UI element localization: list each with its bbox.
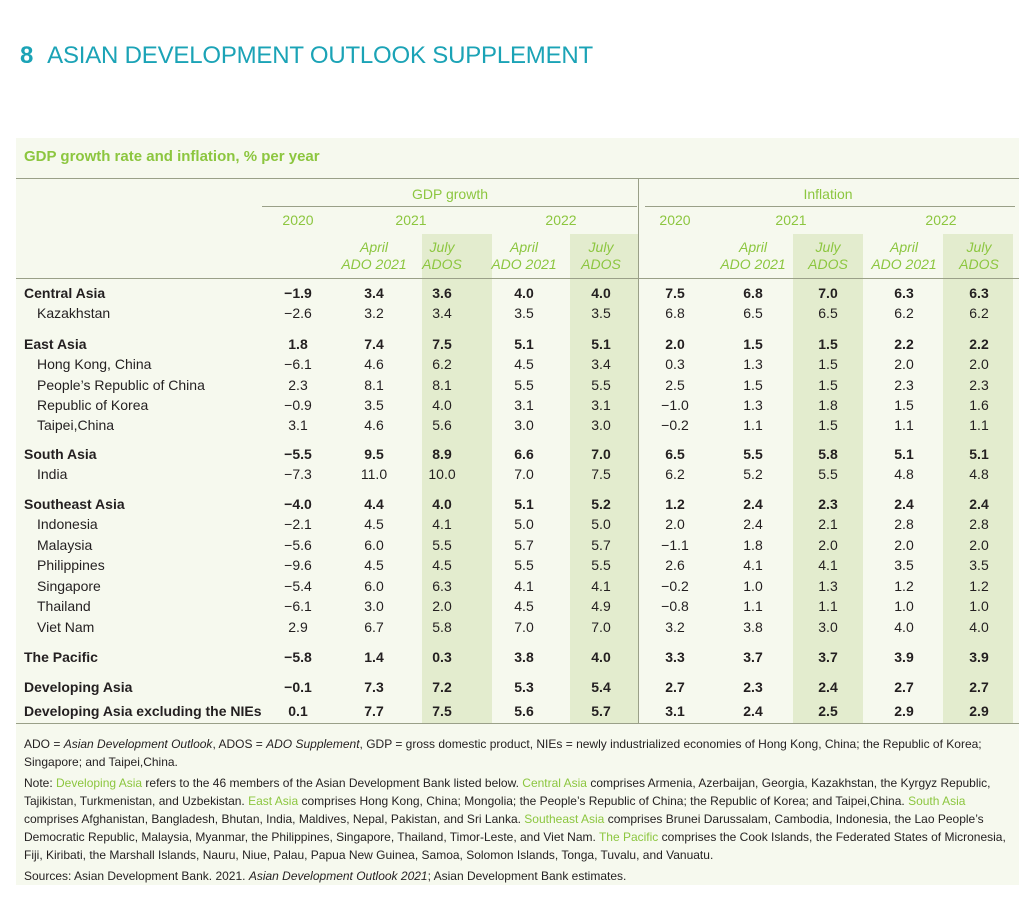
april-ado-2021-header: April ADO 2021	[491, 239, 557, 272]
table-row	[0, 619, 1024, 639]
table-cell: 1.1	[894, 417, 914, 433]
table-cell: 1.2	[665, 496, 685, 512]
table-cell: 3.7	[743, 649, 763, 665]
row-label: Southeast Asia	[24, 496, 125, 512]
table-row	[0, 417, 1024, 437]
table-cell: −2.6	[284, 305, 312, 321]
table-row	[0, 305, 1024, 325]
table-cell: 2.0	[969, 537, 989, 553]
table-cell: 4.5	[432, 557, 452, 573]
table-cell: 3.1	[665, 703, 685, 719]
table-notes	[24, 735, 1014, 888]
table-row	[0, 516, 1024, 536]
table-cell: 1.0	[894, 598, 914, 614]
table-cell: 5.0	[514, 516, 534, 532]
table-cell: 2.3	[818, 496, 838, 512]
note-text: ; Asian Development Bank estimates.	[427, 869, 627, 883]
table-title: GDP growth rate and inflation, % per year	[24, 148, 320, 165]
table-cell: 6.5	[818, 305, 838, 321]
row-label: Hong Kong, China	[37, 356, 152, 372]
table-cell: 1.5	[743, 336, 763, 352]
table-cell: 5.5	[591, 377, 611, 393]
table-cell: −0.2	[661, 578, 689, 594]
table-cell: 6.2	[665, 466, 685, 482]
sources-note	[24, 867, 1014, 885]
table-cell: 2.6	[665, 557, 685, 573]
table-cell: 1.2	[894, 578, 914, 594]
table-cell: 5.5	[514, 377, 534, 393]
table-cell: 2.0	[894, 356, 914, 372]
table-cell: 5.2	[743, 466, 763, 482]
region-name: South Asia	[908, 794, 966, 808]
table-row	[0, 578, 1024, 598]
table-cell: 4.9	[591, 598, 611, 614]
july-ados-header: July ADOS	[959, 239, 999, 272]
table-cell: 2.0	[818, 537, 838, 553]
table-cell: −5.5	[284, 446, 312, 462]
table-cell: 2.4	[743, 703, 763, 719]
table-cell: 2.9	[288, 619, 308, 635]
table-cell: 1.3	[818, 578, 838, 594]
row-label: Philippines	[37, 557, 105, 573]
table-cell: −9.6	[284, 557, 312, 573]
table-cell: 2.0	[665, 336, 685, 352]
table-cell: −5.4	[284, 578, 312, 594]
table-cell: 6.5	[743, 305, 763, 321]
table-cell: 3.1	[591, 397, 611, 413]
note-text: ADO =	[24, 737, 64, 751]
note-text: comprises Armenia, Azerbaijan, Georgia, Kazakhstan, the Kyrgyz Republic, Tajikistan, Turkmenistan, and Uzbekistan.	[24, 776, 991, 808]
table-cell: 5.3	[514, 679, 534, 695]
note-text: Sources: Asian Development Bank. 2021.	[24, 869, 249, 883]
table-cell: 2.4	[894, 496, 914, 512]
table-cell: 3.4	[364, 285, 384, 301]
table-cell: 6.2	[432, 356, 452, 372]
table-cell: 2.2	[969, 336, 989, 352]
table-row	[0, 397, 1024, 417]
table-cell: −5.8	[284, 649, 312, 665]
table-cell: 10.0	[428, 466, 456, 482]
page-header	[20, 42, 593, 70]
table-cell: 3.2	[665, 619, 685, 635]
table-cell: 1.6	[969, 397, 989, 413]
region-name: Developing Asia	[56, 776, 143, 790]
table-cell: 6.2	[894, 305, 914, 321]
july-ados-header: July ADOS	[581, 239, 621, 272]
table-cell: 5.8	[818, 446, 838, 462]
table-cell: 4.1	[514, 578, 534, 594]
table-cell: 3.2	[364, 305, 384, 321]
page-title: ASIAN DEVELOPMENT OUTLOOK SUPPLEMENT	[47, 42, 593, 69]
table-cell: −0.1	[284, 679, 312, 695]
table-cell: 5.6	[514, 703, 534, 719]
abbreviations-note	[24, 735, 1014, 771]
table-cell: 4.4	[364, 496, 384, 512]
table-cell: 4.8	[894, 466, 914, 482]
table-cell: 2.0	[432, 598, 452, 614]
table-cell: 6.7	[364, 619, 384, 635]
table-row	[0, 598, 1024, 618]
table-cell: −0.8	[661, 598, 689, 614]
table-cell: 1.4	[364, 649, 384, 665]
table-cell: 2.4	[969, 496, 989, 512]
table-cell: 5.1	[969, 446, 989, 462]
table-cell: −1.9	[284, 285, 312, 301]
table-cell: 3.3	[665, 649, 685, 665]
table-cell: 1.5	[894, 397, 914, 413]
table-cell: 2.7	[894, 679, 914, 695]
table-cell: 7.0	[591, 619, 611, 635]
table-cell: 1.8	[743, 537, 763, 553]
table-cell: 7.5	[665, 285, 685, 301]
table-cell: 5.1	[894, 446, 914, 462]
table-cell: 3.1	[288, 417, 308, 433]
table-cell: 2.4	[743, 496, 763, 512]
table-cell: 3.8	[743, 619, 763, 635]
table-cell: 3.0	[364, 598, 384, 614]
table-cell: 4.5	[514, 356, 534, 372]
table-cell: 1.2	[969, 578, 989, 594]
table-cell: 3.1	[514, 397, 534, 413]
note-text: comprises the Cook Islands, the Federated States of Micronesia, Fiji, Kiribati, the Marshall Islands, Nauru, Niue, Palau, Papua New Guinea, Samoa, Solomon Islands, Tonga, Tuvalu, and Vanuatu.	[24, 830, 1006, 862]
table-cell: −0.2	[661, 417, 689, 433]
region-name: Central Asia	[522, 776, 587, 790]
table-cell: 0.3	[432, 649, 452, 665]
note-text: , GDP = gross domestic product, NIEs = newly industrialized economies of Hong Kong, China; the Republic of Korea; Singapore; and Taipei,China.	[24, 737, 982, 769]
table-cell: −0.9	[284, 397, 312, 413]
note-text: Note:	[24, 776, 57, 790]
row-label: Taipei,China	[37, 417, 115, 433]
table-cell: 7.0	[514, 466, 534, 482]
table-cell: 3.8	[514, 649, 534, 665]
gdp-growth-header: GDP growth	[412, 186, 488, 202]
table-cell: 5.6	[432, 417, 452, 433]
table-cell: 5.7	[514, 537, 534, 553]
table-cell: 5.5	[432, 537, 452, 553]
row-label: Republic of Korea	[37, 397, 149, 413]
table-cell: 1.8	[288, 336, 308, 352]
table-cell: 3.9	[969, 649, 989, 665]
table-cell: 1.3	[743, 356, 763, 372]
row-label: People’s Republic of China	[37, 377, 205, 393]
table-cell: 2.3	[743, 679, 763, 695]
table-cell: −1.1	[661, 537, 689, 553]
table-row	[0, 537, 1024, 557]
row-label: East Asia	[24, 336, 87, 352]
table-cell: 3.5	[969, 557, 989, 573]
table-cell: 5.4	[591, 679, 611, 695]
table-cell: 3.5	[591, 305, 611, 321]
table-cell: 4.5	[364, 516, 384, 532]
table-cell: 3.9	[894, 649, 914, 665]
note-text: comprises Afghanistan, Bangladesh, Bhutan, India, Maldives, Nepal, Pakistan, and Sri Lanka.	[24, 812, 525, 826]
table-cell: 4.0	[514, 285, 534, 301]
table-row	[0, 285, 1024, 305]
table-cell: 7.0	[514, 619, 534, 635]
italic-term: ADO Supplement	[266, 737, 360, 751]
table-cell: 2.7	[969, 679, 989, 695]
table-cell: 2.0	[665, 516, 685, 532]
table-cell: 6.0	[364, 537, 384, 553]
table-cell: 5.7	[591, 703, 611, 719]
table-cell: 5.5	[591, 557, 611, 573]
table-cell: 3.5	[894, 557, 914, 573]
row-label: Thailand	[37, 598, 91, 614]
table-cell: −7.3	[284, 466, 312, 482]
table-cell: 6.0	[364, 578, 384, 594]
table-row	[0, 557, 1024, 577]
table-cell: 2.3	[969, 377, 989, 393]
table-cell: 1.1	[743, 417, 763, 433]
table-cell: 1.0	[969, 598, 989, 614]
table-cell: 2.5	[818, 703, 838, 719]
table-cell: 3.7	[818, 649, 838, 665]
note-text: , ADOS =	[212, 737, 267, 751]
table-cell: 2.4	[818, 679, 838, 695]
rule-gdp-group	[262, 206, 637, 207]
note-text: comprises Brunei Darussalam, Cambodia, Indonesia, the Lao People’s Democratic Republic, Malaysia, Myanmar, the Philippines, Singapore, Thailand, Timor-Leste, and Viet Nam.	[24, 812, 984, 844]
table-cell: 3.4	[432, 305, 452, 321]
note-text: comprises Hong Kong, China; Mongolia; the People’s Republic of China; the Republic of Korea; and Taipei,China.	[298, 794, 909, 808]
table-cell: 1.5	[818, 356, 838, 372]
rule-top	[16, 178, 1019, 179]
year-2022-gdp: 2022	[545, 212, 577, 228]
table-cell: −6.1	[284, 356, 312, 372]
table-cell: 5.8	[432, 619, 452, 635]
table-cell: 1.5	[818, 417, 838, 433]
table-cell: 5.7	[591, 537, 611, 553]
table-cell: 4.0	[432, 397, 452, 413]
regions-note	[24, 774, 1014, 864]
april-ado-2021-header: April ADO 2021	[720, 239, 786, 272]
table-cell: 4.1	[432, 516, 452, 532]
region-name: East Asia	[248, 794, 299, 808]
table-cell: 3.0	[818, 619, 838, 635]
table-cell: 7.0	[591, 446, 611, 462]
table-cell: 3.4	[591, 356, 611, 372]
table-cell: 1.1	[743, 598, 763, 614]
table-cell: 0.1	[288, 703, 308, 719]
table-cell: 8.1	[364, 377, 384, 393]
table-cell: 4.0	[591, 285, 611, 301]
april-ado-2021-header: April ADO 2021	[341, 239, 407, 272]
table-cell: 6.2	[969, 305, 989, 321]
table-row	[0, 466, 1024, 486]
table-cell: 4.0	[591, 649, 611, 665]
table-cell: 6.8	[665, 305, 685, 321]
july-ados-header: July ADOS	[422, 239, 462, 272]
table-cell: 2.8	[894, 516, 914, 532]
table-cell: 6.3	[969, 285, 989, 301]
year-2020-inflation: 2020	[659, 212, 691, 228]
table-cell: 2.4	[743, 516, 763, 532]
italic-term: Asian Development Outlook 2021	[248, 869, 428, 883]
row-label: India	[37, 466, 68, 482]
table-cell: 4.6	[364, 356, 384, 372]
year-2021-gdp: 2021	[395, 212, 427, 228]
table-row	[0, 679, 1024, 699]
year-2020-gdp: 2020	[282, 212, 314, 228]
table-row	[0, 336, 1024, 356]
table-cell: 7.4	[364, 336, 384, 352]
rule-inflation-group	[645, 206, 1015, 207]
table-cell: 7.5	[432, 336, 452, 352]
table-cell: 6.3	[894, 285, 914, 301]
table-row	[0, 649, 1024, 669]
table-cell: 9.5	[364, 446, 384, 462]
table-cell: 4.5	[514, 598, 534, 614]
table-cell: 1.1	[818, 598, 838, 614]
table-cell: 5.2	[591, 496, 611, 512]
table-cell: 2.2	[894, 336, 914, 352]
table-cell: 5.1	[591, 336, 611, 352]
table-cell: 3.0	[514, 417, 534, 433]
table-row	[0, 496, 1024, 516]
table-cell: 2.9	[894, 703, 914, 719]
table-cell: 2.9	[969, 703, 989, 719]
table-cell: 6.8	[743, 285, 763, 301]
year-2022-inflation: 2022	[925, 212, 957, 228]
table-cell: −1.0	[661, 397, 689, 413]
row-label: Kazakhstan	[37, 305, 111, 321]
table-cell: 4.1	[591, 578, 611, 594]
row-label: Developing Asia	[24, 679, 133, 695]
table-cell: 5.1	[514, 496, 534, 512]
rule-table-bottom	[16, 723, 1019, 724]
row-label: Developing Asia excluding the NIEs	[24, 703, 262, 719]
table-cell: 4.1	[743, 557, 763, 573]
table-cell: 2.7	[665, 679, 685, 695]
row-label: Singapore	[37, 578, 101, 594]
table-cell: 5.5	[514, 557, 534, 573]
table-cell: 7.2	[432, 679, 452, 695]
table-cell: 3.5	[364, 397, 384, 413]
table-cell: 3.6	[432, 285, 452, 301]
table-cell: 7.7	[364, 703, 384, 719]
table-cell: 2.3	[894, 377, 914, 393]
table-cell: 5.5	[743, 446, 763, 462]
table-cell: 1.8	[818, 397, 838, 413]
table-cell: 5.5	[818, 466, 838, 482]
table-cell: 7.3	[364, 679, 384, 695]
region-name: Southeast Asia	[524, 812, 605, 826]
table-cell: 1.0	[743, 578, 763, 594]
july-ados-header: July ADOS	[808, 239, 848, 272]
table-cell: 1.5	[818, 377, 838, 393]
table-cell: 4.5	[364, 557, 384, 573]
table-row	[0, 377, 1024, 397]
rule-header-bottom	[16, 278, 1019, 279]
table-cell: 8.9	[432, 446, 452, 462]
table-row	[0, 446, 1024, 466]
table-cell: 4.0	[969, 619, 989, 635]
table-cell: 2.1	[818, 516, 838, 532]
row-label: Viet Nam	[37, 619, 95, 635]
row-label: Indonesia	[37, 516, 98, 532]
table-cell: 3.0	[591, 417, 611, 433]
table-cell: 2.0	[969, 356, 989, 372]
note-text: refers to the 46 members of the Asian Development Bank listed below.	[142, 776, 523, 790]
row-label: South Asia	[24, 446, 97, 462]
table-cell: 7.0	[818, 285, 838, 301]
row-label: Malaysia	[37, 537, 93, 553]
table-cell: 2.0	[894, 537, 914, 553]
table-cell: 4.1	[818, 557, 838, 573]
table-cell: 11.0	[360, 466, 388, 482]
year-2021-inflation: 2021	[775, 212, 807, 228]
table-cell: 4.0	[432, 496, 452, 512]
table-cell: 2.3	[288, 377, 308, 393]
table-cell: 4.6	[364, 417, 384, 433]
table-cell: −4.0	[284, 496, 312, 512]
table-row	[0, 703, 1024, 723]
table-cell: 7.5	[432, 703, 452, 719]
table-cell: 5.1	[514, 336, 534, 352]
row-label: Central Asia	[24, 285, 106, 301]
table-cell: 8.1	[432, 377, 452, 393]
table-cell: 2.8	[969, 516, 989, 532]
april-ado-2021-header: April ADO 2021	[871, 239, 937, 272]
row-label: The Pacific	[24, 649, 98, 665]
table-cell: 6.6	[514, 446, 534, 462]
table-row	[0, 356, 1024, 376]
table-cell: 6.3	[432, 578, 452, 594]
table-cell: 6.5	[665, 446, 685, 462]
page-number: 8	[20, 42, 34, 69]
table-cell: −6.1	[284, 598, 312, 614]
table-cell: 1.5	[818, 336, 838, 352]
table-cell: 3.5	[514, 305, 534, 321]
table-cell: 0.3	[665, 356, 685, 372]
table-cell: 5.0	[591, 516, 611, 532]
table-cell: 1.3	[743, 397, 763, 413]
table-cell: 4.8	[969, 466, 989, 482]
inflation-header: Inflation	[803, 186, 853, 202]
italic-term: Asian Development Outlook	[63, 737, 213, 751]
region-name: The Pacific	[598, 830, 659, 844]
table-cell: 1.1	[969, 417, 989, 433]
table-cell: −5.6	[284, 537, 312, 553]
table-cell: 7.5	[591, 466, 611, 482]
table-cell: 1.5	[743, 377, 763, 393]
table-cell: 4.0	[894, 619, 914, 635]
table-cell: −2.1	[284, 516, 312, 532]
table-cell: 2.5	[665, 377, 685, 393]
